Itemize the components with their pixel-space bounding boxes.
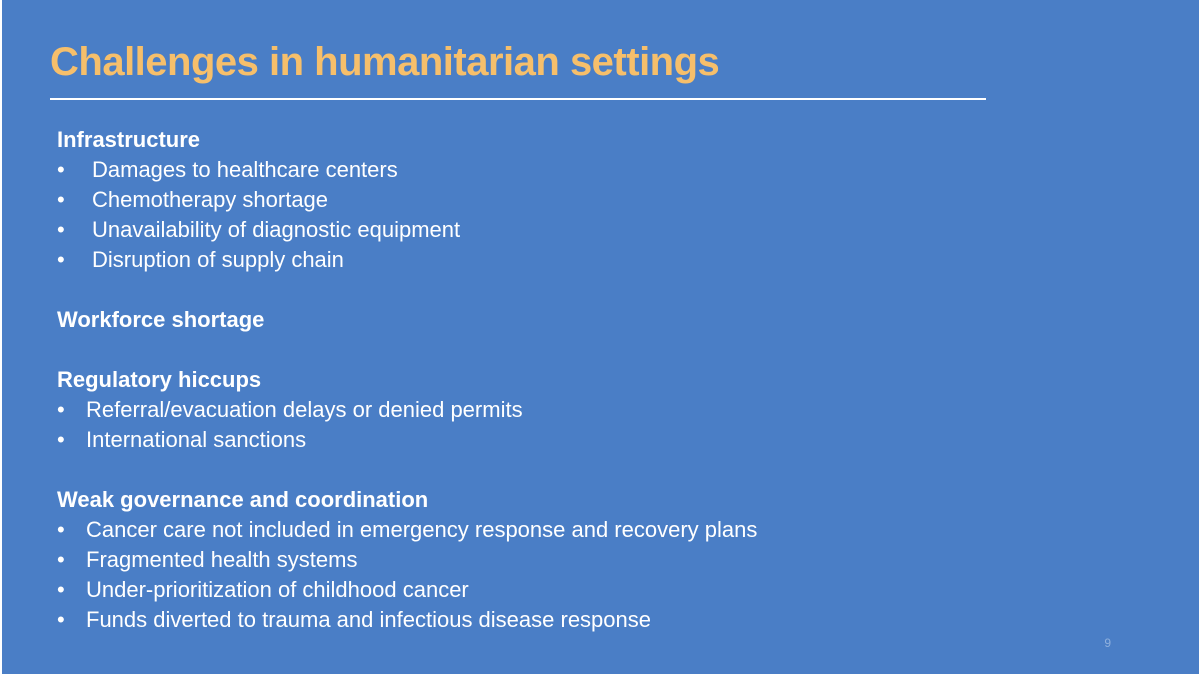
bullet-list — [57, 515, 1057, 635]
section-infrastructure — [57, 125, 1057, 275]
list-item-text: International sanctions — [86, 427, 307, 452]
bullet-icon: • — [57, 427, 65, 452]
list-item — [57, 245, 1057, 275]
bullet-icon: • — [57, 247, 65, 272]
bullet-icon: • — [57, 187, 65, 212]
section-governance — [57, 485, 1057, 635]
title-divider — [50, 98, 986, 100]
list-item — [57, 545, 1057, 575]
list-item-text: Referral/evacuation delays or denied permits — [86, 397, 523, 422]
bullet-icon: • — [57, 157, 65, 182]
list-item-text: Damages to healthcare centers — [92, 157, 398, 182]
list-item — [57, 515, 1057, 545]
section-heading: Workforce shortage — [57, 307, 265, 332]
slide-title: Challenges in humanitarian settings — [50, 40, 720, 84]
list-item-text: Chemotherapy shortage — [92, 187, 329, 212]
bullet-icon: • — [57, 517, 65, 542]
bullet-icon: • — [57, 607, 65, 632]
list-item — [57, 425, 1057, 455]
slide — [2, 0, 1199, 674]
bullet-list — [57, 395, 1057, 455]
bullet-icon: • — [57, 397, 65, 422]
section-regulatory — [57, 365, 1057, 455]
bullet-list — [57, 155, 1057, 275]
list-item-text: Under-prioritization of childhood cancer — [86, 577, 469, 602]
list-item-text: Funds diverted to trauma and infectious disease response — [86, 607, 651, 632]
section-heading: Regulatory hiccups — [57, 367, 262, 392]
section-heading: Weak governance and coordination — [57, 487, 429, 512]
section-workforce — [57, 305, 1057, 335]
list-item — [57, 605, 1057, 635]
section-heading: Infrastructure — [57, 127, 201, 152]
slide-content — [57, 125, 1057, 665]
bullet-icon: • — [57, 547, 65, 572]
list-item — [57, 575, 1057, 605]
list-item-text: Disruption of supply chain — [92, 247, 344, 272]
bullet-icon: • — [57, 217, 65, 242]
bullet-icon: • — [57, 577, 65, 602]
list-item-text: Fragmented health systems — [86, 547, 358, 572]
list-item-text: Cancer care not included in emergency response and recovery plans — [86, 517, 758, 542]
list-item — [57, 155, 1057, 185]
list-item — [57, 395, 1057, 425]
list-item — [57, 215, 1057, 245]
list-item — [57, 185, 1057, 215]
list-item-text: Unavailability of diagnostic equipment — [92, 217, 461, 242]
page-number: 9 — [1104, 636, 1111, 650]
